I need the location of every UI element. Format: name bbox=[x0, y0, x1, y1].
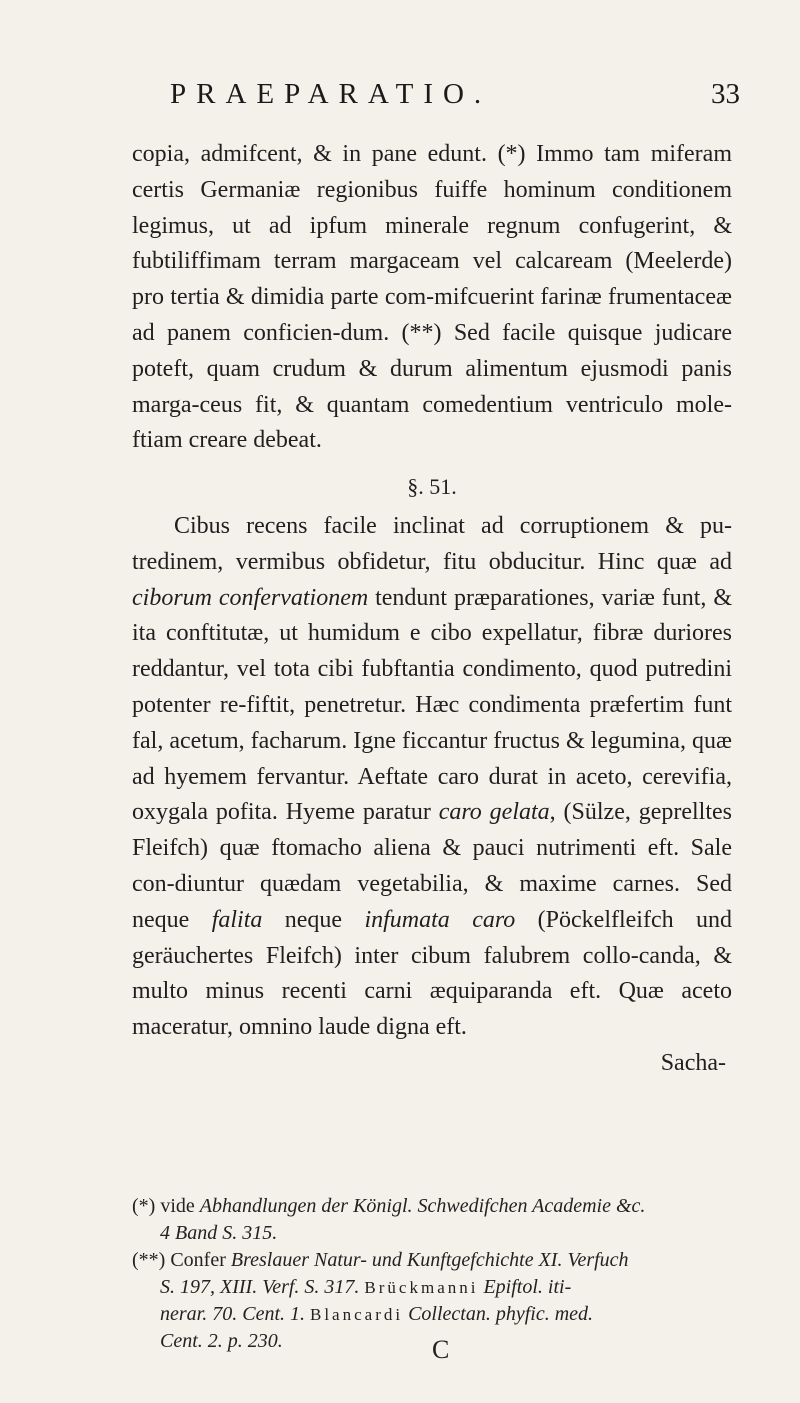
paragraph-2-italic-1: ciborum confervationem bbox=[132, 584, 369, 611]
paragraph-2-italic-3: falita bbox=[211, 906, 263, 933]
footnote-2-ref-2: nerar. 70. Cent. 1. bbox=[160, 1303, 305, 1325]
footnote-2-ref: S. 197, XIII. Verf. S. 317. bbox=[160, 1276, 360, 1298]
footnote-1-mark: (*) vide bbox=[132, 1195, 200, 1217]
footnote-1-title: Abhandlungen der Königl. Schwedifchen Academie &c. bbox=[199, 1195, 646, 1217]
footnote-2-line-4: Cent. 2. p. 230. bbox=[160, 1330, 283, 1352]
main-text bbox=[132, 137, 732, 1082]
catchword: Sacha- bbox=[660, 1049, 726, 1076]
section-heading: §. 51. bbox=[407, 474, 457, 500]
paragraph-2-italic-4: infumata caro bbox=[364, 906, 516, 933]
signature-mark: C bbox=[432, 1335, 450, 1364]
paragraph-2-text-d: neque bbox=[262, 906, 365, 933]
footnote-2-work-1: Epiftol. iti- bbox=[483, 1276, 572, 1298]
paragraph-2-italic-2: caro gelata bbox=[438, 799, 550, 826]
footnote-1 bbox=[132, 1193, 732, 1220]
footnote-2-author-1: Brückmanni bbox=[364, 1278, 479, 1297]
footnote-2-mark: (**) Confer bbox=[132, 1249, 231, 1271]
footnote-2-title: Breslauer Natur- und Kunftgefchichte XI. Verfuch bbox=[230, 1249, 629, 1271]
footnote-2-line-3 bbox=[132, 1301, 732, 1328]
page-header bbox=[130, 78, 740, 118]
paragraph-2-text-a: Cibus recens facile inclinat ad corruptionem & pu-tredinem, vermibus obfidetur, fitu obducitur. Hinc quæ ad bbox=[132, 512, 732, 575]
paragraph-2-text-b: tendunt præparationes, variæ funt, & ita conftitutæ, ut humidum e cibo expellatur, fibræ duriores reddantur, vel tota cibi fubftantia condimento, quod putredini potenter re-fiftit, penetretur. Hæc condimenta præfertim funt fal, acetum, facharum. Igne ficcantur fructus & legumina, quæ ad hyemem fervantur. Aeftate caro durat in aceto, cerevifia, oxygala pofita. Hyeme paratur bbox=[132, 584, 732, 826]
running-title: PRAEPARATIO. bbox=[170, 78, 492, 110]
footnote-2-line-2 bbox=[132, 1274, 732, 1301]
paragraph-1: copia, admifcent, & in pane edunt. (*) Immo tam miferam certis Germaniæ regionibus fuiffe hominum conditionem legimus, ut ad ipfum minerale regnum confugerint, & fubtiliffimam terram margaceam vel calcaream (Meelerde) pro tertia & dimidia parte com-mifcuerint farinæ frumentaceæ ad panem conficien-dum. (**) Sed facile quisque judicare poteft, quam crudum & durum alimentum ejusmodi panis marga-ceus fit, & quantam comedentium ventriculo mole-ftiam creare debeat. bbox=[132, 141, 732, 454]
paragraph-2-text-e: (Pöckelfleifch und geräuchertes Fleifch) inter cibum falubrem collo-canda, & multo minus recenti carni æquiparanda eft. Quæ aceto maceratur, omnino laude digna eft. bbox=[132, 906, 733, 1041]
footnote-1-ref: 4 Band S. 315. bbox=[160, 1222, 278, 1244]
footnote-2-author-2: Blancardi bbox=[310, 1305, 404, 1324]
footnotes bbox=[132, 1193, 732, 1355]
paragraph-2 bbox=[132, 509, 732, 1046]
footnote-2-work-2: Collectan. phyfic. med. bbox=[408, 1303, 594, 1325]
page-number: 33 bbox=[711, 78, 740, 110]
footnote-2 bbox=[132, 1247, 732, 1274]
paragraph-2-text-c: , (Sülze, geprelltes Fleifch) quæ ftomacho aliena & pauci nutrimenti eft. Sale con-diuntur quædam vegetabilia, & maxime carnes. Sed neque bbox=[132, 799, 733, 933]
